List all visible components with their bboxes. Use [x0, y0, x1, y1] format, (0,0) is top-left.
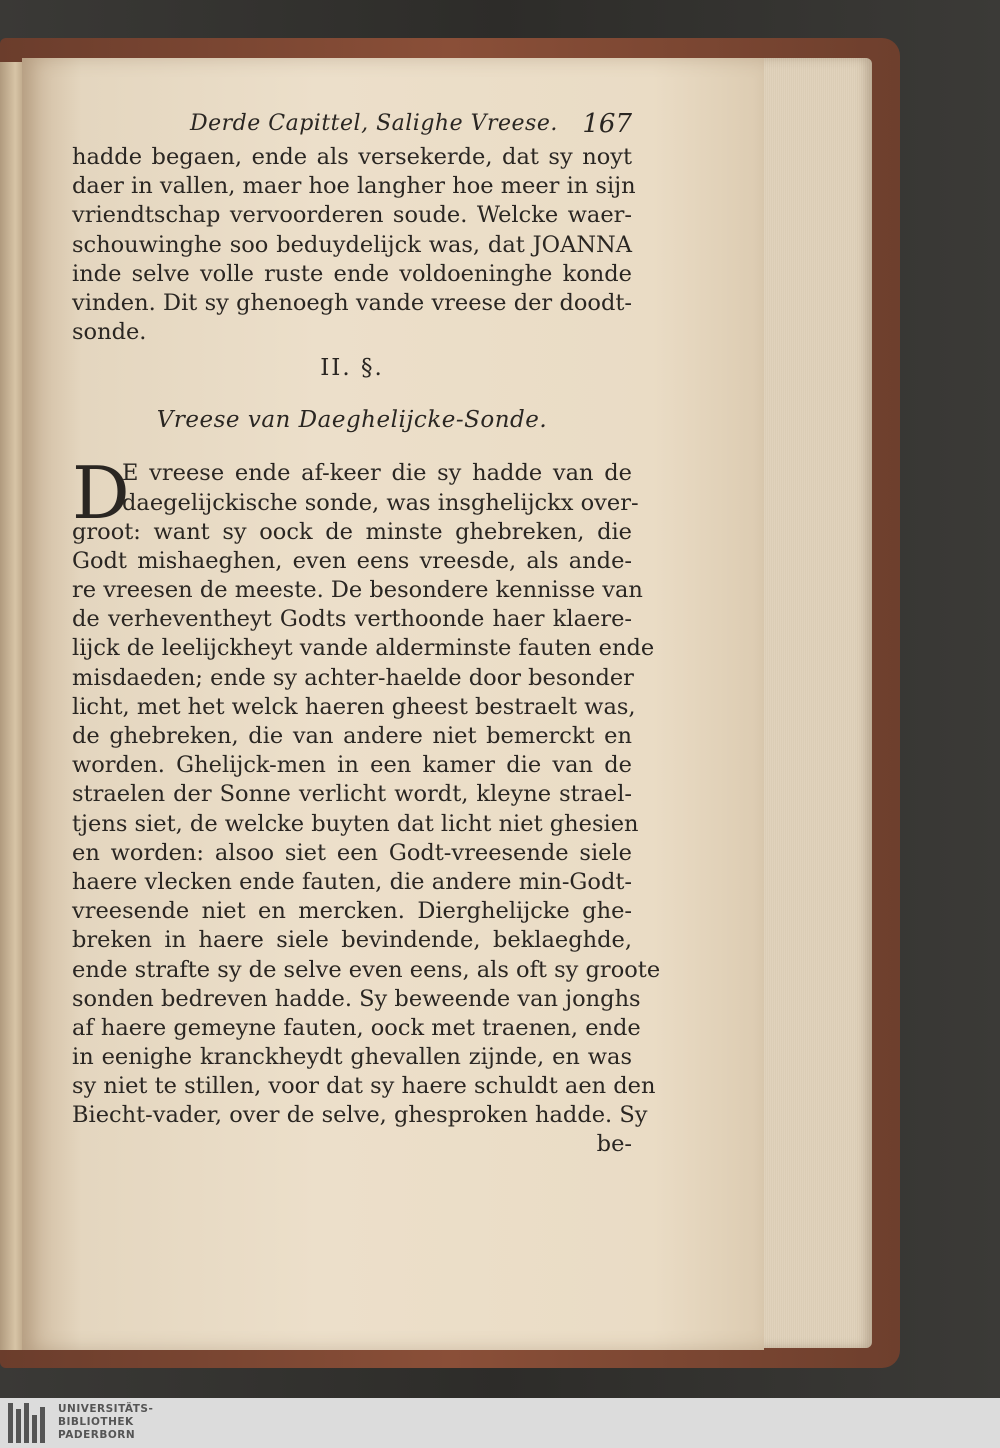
text-line: vinden. Dit sy ghenoegh vande vreese der doodt-	[72, 289, 632, 316]
section-subheading: Vreese van Daeghelijcke-Sonde.	[156, 407, 548, 434]
top-paragraph	[72, 143, 636, 347]
text-line: Godt mishaeghen, even eens vreesde, als ande-	[72, 547, 632, 574]
text-line: schouwinghe soo beduydelijck was, dat JOANNA	[72, 231, 632, 258]
text-line: af haere gemeyne fauten, oock met traenen, ende	[72, 1014, 641, 1041]
text-line: tjens siet, de welcke buyten dat licht niet ghesien	[72, 810, 639, 837]
text-line: groot: want sy oock de minste ghebreken, die	[72, 518, 632, 545]
running-head-title: Derde Capittel, Salighe Vreese.	[190, 111, 558, 136]
text-line: sonden bedreven hadde. Sy beweende van jonghs	[72, 985, 641, 1012]
text-line: haere vlecken ende fauten, die andere min-Godt-	[72, 868, 632, 895]
text-line: sy niet te stillen, voor dat sy haere schuldt aen den	[72, 1073, 656, 1100]
text-line: E vreese ende af-keer die sy hadde van de	[122, 460, 632, 487]
page-edges	[760, 58, 872, 1348]
library-name-line1: UNIVERSITÄTS-	[58, 1403, 154, 1415]
library-footer	[0, 1398, 1000, 1448]
previous-page-edge	[0, 62, 22, 1350]
library-name-line3: PADERBORN	[58, 1429, 136, 1441]
text-line: lijck de leelijckheyt vande alderminste fauten ende	[72, 635, 655, 662]
text-line: in eenighe kranckheydt ghevallen zijnde, en was	[72, 1044, 632, 1071]
text-line: hadde begaen, ende als versekerde, dat sy noyt	[72, 144, 632, 170]
drop-cap: D	[72, 451, 130, 536]
text-line: licht, met het welck haeren gheest bestraelt was,	[72, 693, 636, 720]
section-mark: II. §.	[320, 355, 384, 382]
page-text	[72, 107, 661, 1160]
text-line: daegelijckische sonde, was insghelijckx over-	[122, 489, 639, 516]
text-line: ende strafte sy de selve even eens, als oft sy groote	[72, 956, 661, 983]
text-line: Biecht-vader, over de selve, ghesproken hadde. Sy	[72, 1102, 648, 1129]
text-line: worden. Ghelijck-men in een kamer die van de	[72, 752, 632, 779]
library-logo-icon	[6, 1401, 46, 1445]
text-line: straelen der Sonne verlicht wordt, kleyne strael-	[72, 781, 632, 808]
text-line: de ghebreken, die van andere niet bemerckt en	[72, 723, 632, 749]
library-name-line2: BIBLIOTHEK	[58, 1416, 134, 1428]
catchword: be-	[596, 1130, 632, 1157]
text-line: vreesende niet en mercken. Dierghelijcke ghe-	[72, 898, 632, 925]
text-line: breken in haere siele bevindende, beklaeghde,	[72, 927, 632, 954]
text-line: misdaeden; ende sy achter-haelde door besonder	[72, 664, 634, 691]
text-line: inde selve volle ruste ende voldoeninghe konde	[72, 260, 632, 287]
text-line: re vreesen de meeste. De besondere kennisse van	[72, 577, 643, 604]
main-paragraph	[72, 451, 661, 1159]
text-line: de verheventheyt Godts verthoonde haer klaere-	[72, 606, 632, 633]
page-number: 167	[582, 109, 632, 139]
text-line: en worden: alsoo siet een Godt-vreesende siele	[72, 839, 632, 866]
running-head	[72, 107, 632, 143]
text-line: daer in vallen, maer hoe langher hoe meer in sijn	[72, 173, 636, 200]
library-name	[58, 1403, 153, 1442]
text-line: sonde.	[72, 319, 147, 346]
text-line: vriendtschap vervoorderen soude. Welcke waer-	[72, 202, 632, 229]
